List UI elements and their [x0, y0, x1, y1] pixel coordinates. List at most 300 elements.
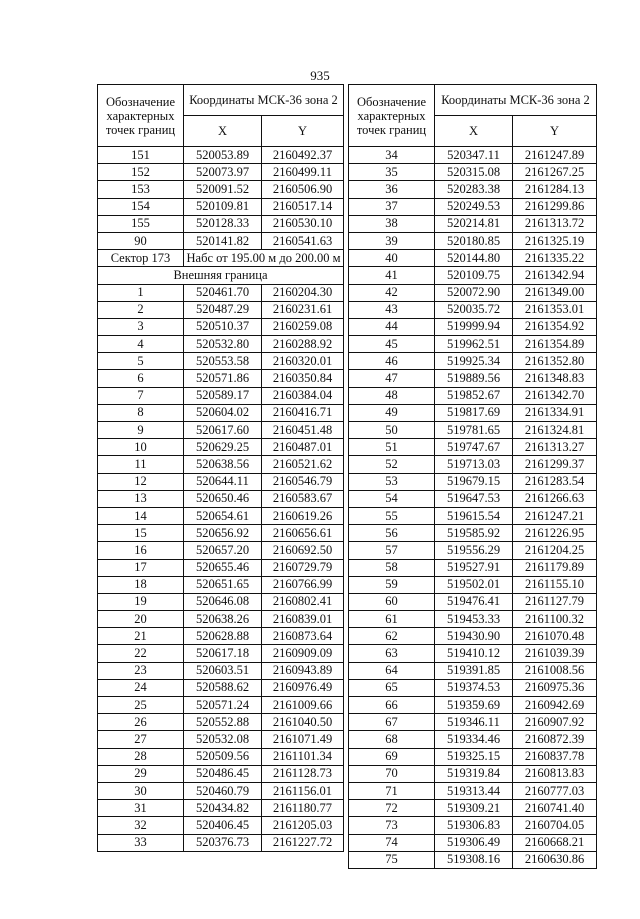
- y-coordinate-cell: 2161227.72: [262, 834, 344, 851]
- y-coordinate-cell: 2160872.39: [513, 731, 597, 748]
- table-row: [98, 404, 344, 421]
- y-coordinate-cell: 2161349.00: [513, 284, 597, 301]
- x-coordinate-cell: 520617.18: [184, 645, 262, 662]
- point-number-cell: 50: [349, 422, 435, 439]
- table-row: [98, 714, 344, 731]
- y-coordinate-cell: 2160692.50: [262, 542, 344, 559]
- x-coordinate-cell: 520589.17: [184, 387, 262, 404]
- x-coordinate-cell: 520638.26: [184, 611, 262, 628]
- y-coordinate-cell: 2160813.83: [513, 765, 597, 782]
- point-number-cell: 57: [349, 542, 435, 559]
- point-number-cell: 15: [98, 525, 184, 542]
- point-number-cell: 7: [98, 387, 184, 404]
- sector-label: Сектор 173: [98, 250, 184, 267]
- point-number-cell: 69: [349, 748, 435, 765]
- point-number-cell: 152: [98, 164, 184, 181]
- table-row: [98, 834, 344, 851]
- point-number-cell: 61: [349, 611, 435, 628]
- y-coordinate-cell: 2161283.54: [513, 473, 597, 490]
- y-coordinate-cell: 2161071.49: [262, 731, 344, 748]
- x-coordinate-cell: 519430.90: [435, 628, 513, 645]
- y-coordinate-cell: 2161342.70: [513, 387, 597, 404]
- y-coordinate-cell: 2160506.90: [262, 181, 344, 198]
- table-row: [98, 697, 344, 714]
- x-coordinate-cell: 520617.60: [184, 422, 262, 439]
- y-coordinate-cell: 2161354.92: [513, 318, 597, 335]
- point-number-cell: 22: [98, 645, 184, 662]
- y-coordinate-cell: 2160487.01: [262, 439, 344, 456]
- table-row: [98, 559, 344, 576]
- y-coordinate-cell: 2161101.34: [262, 748, 344, 765]
- point-number-cell: 48: [349, 387, 435, 404]
- x-coordinate-cell: 520657.20: [184, 542, 262, 559]
- point-number-cell: 11: [98, 456, 184, 473]
- page-number: 935: [310, 68, 330, 83]
- x-coordinate-cell: 519817.69: [435, 404, 513, 421]
- point-number-cell: 4: [98, 336, 184, 353]
- coords-header: Координаты МСК-36 зона 2: [184, 85, 344, 116]
- y-coordinate-cell: 2160521.62: [262, 456, 344, 473]
- x-coordinate-cell: 519502.01: [435, 576, 513, 593]
- x-coordinate-cell: 520654.61: [184, 507, 262, 524]
- table-row: [98, 576, 344, 593]
- x-coordinate-cell: 520553.58: [184, 353, 262, 370]
- point-number-cell: 12: [98, 473, 184, 490]
- x-header: X: [184, 116, 262, 147]
- point-number-cell: 2: [98, 301, 184, 318]
- y-coordinate-cell: 2160231.61: [262, 301, 344, 318]
- point-number-cell: 68: [349, 731, 435, 748]
- y-coordinate-cell: 2161204.25: [513, 542, 597, 559]
- x-coordinate-cell: 519334.46: [435, 731, 513, 748]
- x-coordinate-cell: 519308.16: [435, 851, 513, 868]
- table-row: [349, 628, 597, 645]
- sector-height-note: Набс от 195.00 м до 200.00 м: [184, 250, 344, 267]
- point-number-cell: 70: [349, 765, 435, 782]
- y-coordinate-cell: 2161267.25: [513, 164, 597, 181]
- y-coordinate-cell: 2160416.71: [262, 404, 344, 421]
- y-coordinate-cell: 2160530.10: [262, 215, 344, 232]
- table-row: [349, 267, 597, 284]
- table-row: [349, 507, 597, 524]
- x-coordinate-cell: 519556.29: [435, 542, 513, 559]
- x-coordinate-cell: 520434.82: [184, 800, 262, 817]
- x-coordinate-cell: 520460.79: [184, 782, 262, 799]
- table-row: [98, 336, 344, 353]
- point-number-cell: 17: [98, 559, 184, 576]
- x-coordinate-cell: 520128.33: [184, 215, 262, 232]
- table-row: [98, 542, 344, 559]
- sector-section: [98, 250, 344, 284]
- point-number-cell: 45: [349, 336, 435, 353]
- x-coordinate-cell: 519306.83: [435, 817, 513, 834]
- table-row: [349, 645, 597, 662]
- y-coordinate-cell: 2161324.81: [513, 422, 597, 439]
- table-row: [349, 284, 597, 301]
- x-coordinate-cell: 520644.11: [184, 473, 262, 490]
- point-number-cell: 8: [98, 404, 184, 421]
- y-coordinate-cell: 2161156.01: [262, 782, 344, 799]
- point-number-cell: 66: [349, 697, 435, 714]
- x-coordinate-cell: 519374.53: [435, 679, 513, 696]
- x-coordinate-cell: 520651.65: [184, 576, 262, 593]
- point-number-cell: 62: [349, 628, 435, 645]
- y-coordinate-cell: 2161179.89: [513, 559, 597, 576]
- x-coordinate-cell: 519747.67: [435, 439, 513, 456]
- x-coordinate-cell: 519306.49: [435, 834, 513, 851]
- point-number-cell: 51: [349, 439, 435, 456]
- y-coordinate-cell: 2161205.03: [262, 817, 344, 834]
- x-coordinate-cell: 519410.12: [435, 645, 513, 662]
- point-number-cell: 10: [98, 439, 184, 456]
- table-row: [98, 301, 344, 318]
- point-number-cell: 44: [349, 318, 435, 335]
- point-number-cell: 46: [349, 353, 435, 370]
- point-number-cell: 26: [98, 714, 184, 731]
- point-number-cell: 5: [98, 353, 184, 370]
- x-coordinate-cell: 520510.37: [184, 318, 262, 335]
- y-coordinate-cell: 2160942.69: [513, 697, 597, 714]
- table-row: [98, 782, 344, 799]
- point-number-cell: 42: [349, 284, 435, 301]
- y-coordinate-cell: 2160729.79: [262, 559, 344, 576]
- y-coordinate-cell: 2160320.01: [262, 353, 344, 370]
- point-number-cell: 16: [98, 542, 184, 559]
- x-coordinate-cell: 520646.08: [184, 593, 262, 610]
- y-coordinate-cell: 2161353.01: [513, 301, 597, 318]
- table-row: [349, 181, 597, 198]
- y-coordinate-cell: 2160204.30: [262, 284, 344, 301]
- table-row: [98, 422, 344, 439]
- y-coordinate-cell: 2161334.91: [513, 404, 597, 421]
- point-number-cell: 34: [349, 147, 435, 164]
- point-number-cell: 21: [98, 628, 184, 645]
- y-coordinate-cell: 2160766.99: [262, 576, 344, 593]
- table-row: [98, 611, 344, 628]
- y-coordinate-cell: 2161342.94: [513, 267, 597, 284]
- point-number-cell: 155: [98, 215, 184, 232]
- point-number-cell: 54: [349, 490, 435, 507]
- x-coordinate-cell: 520588.62: [184, 679, 262, 696]
- point-number-cell: 55: [349, 507, 435, 524]
- table-row: [98, 628, 344, 645]
- table-row: [349, 542, 597, 559]
- point-number-cell: 53: [349, 473, 435, 490]
- right-rows: [349, 147, 597, 869]
- table-row: [98, 147, 344, 164]
- table-row: [98, 473, 344, 490]
- x-coordinate-cell: 520638.56: [184, 456, 262, 473]
- point-number-cell: 25: [98, 697, 184, 714]
- x-coordinate-cell: 520406.45: [184, 817, 262, 834]
- point-number-cell: 33: [98, 834, 184, 851]
- table-row: [349, 593, 597, 610]
- table-row: [349, 611, 597, 628]
- x-coordinate-cell: 519889.56: [435, 370, 513, 387]
- y-coordinate-cell: 2160583.67: [262, 490, 344, 507]
- point-number-cell: 59: [349, 576, 435, 593]
- y-coordinate-cell: 2161155.10: [513, 576, 597, 593]
- x-coordinate-cell: 520283.38: [435, 181, 513, 198]
- point-number-cell: 38: [349, 215, 435, 232]
- y-coordinate-cell: 2161226.95: [513, 525, 597, 542]
- table-row: [98, 490, 344, 507]
- x-coordinate-cell: 519346.11: [435, 714, 513, 731]
- table-row: [98, 731, 344, 748]
- point-label-header: Обозначение характерных точек границ: [98, 85, 184, 147]
- point-number-cell: 14: [98, 507, 184, 524]
- point-number-cell: 19: [98, 593, 184, 610]
- table-row: [349, 851, 597, 868]
- y-coordinate-cell: 2161127.79: [513, 593, 597, 610]
- table-row: [349, 232, 597, 249]
- table-row: [349, 800, 597, 817]
- y-coordinate-cell: 2160873.64: [262, 628, 344, 645]
- table-row: [98, 215, 344, 232]
- y-coordinate-cell: 2160976.49: [262, 679, 344, 696]
- table-row: [349, 301, 597, 318]
- point-number-cell: 36: [349, 181, 435, 198]
- x-coordinate-cell: 519852.67: [435, 387, 513, 404]
- x-coordinate-cell: 520073.97: [184, 164, 262, 181]
- point-number-cell: 18: [98, 576, 184, 593]
- x-coordinate-cell: 519962.51: [435, 336, 513, 353]
- point-number-cell: 32: [98, 817, 184, 834]
- y-coordinate-cell: 2161313.72: [513, 215, 597, 232]
- table-row: [349, 679, 597, 696]
- x-coordinate-cell: 520628.88: [184, 628, 262, 645]
- y-coordinate-cell: 2161335.22: [513, 250, 597, 267]
- x-coordinate-cell: 520571.86: [184, 370, 262, 387]
- y-coordinate-cell: 2161128.73: [262, 765, 344, 782]
- point-number-cell: 52: [349, 456, 435, 473]
- point-number-cell: 65: [349, 679, 435, 696]
- table-row: [98, 525, 344, 542]
- x-coordinate-cell: 520650.46: [184, 490, 262, 507]
- point-number-cell: 90: [98, 232, 184, 249]
- y-coordinate-cell: 2160909.09: [262, 645, 344, 662]
- x-coordinate-cell: 520461.70: [184, 284, 262, 301]
- point-number-cell: 71: [349, 782, 435, 799]
- point-number-cell: 63: [349, 645, 435, 662]
- x-coordinate-cell: 520035.72: [435, 301, 513, 318]
- table-row: [98, 679, 344, 696]
- x-coordinate-cell: 519453.33: [435, 611, 513, 628]
- x-coordinate-cell: 520109.81: [184, 198, 262, 215]
- y-coordinate-cell: 2161100.32: [513, 611, 597, 628]
- y-coordinate-cell: 2160839.01: [262, 611, 344, 628]
- x-coordinate-cell: 520655.46: [184, 559, 262, 576]
- x-coordinate-cell: 520214.81: [435, 215, 513, 232]
- x-coordinate-cell: 519476.41: [435, 593, 513, 610]
- point-number-cell: 56: [349, 525, 435, 542]
- x-coordinate-cell: 519647.53: [435, 490, 513, 507]
- y-coordinate-cell: 2161008.56: [513, 662, 597, 679]
- point-number-cell: 24: [98, 679, 184, 696]
- outer-boundary-label: Внешняя граница: [98, 267, 344, 284]
- table-row: [98, 353, 344, 370]
- table-row: [349, 164, 597, 181]
- coordinates-tables: [97, 84, 596, 867]
- y-coordinate-cell: 2160259.08: [262, 318, 344, 335]
- x-coordinate-cell: 520532.08: [184, 731, 262, 748]
- x-coordinate-cell: 520509.56: [184, 748, 262, 765]
- table-row: [98, 817, 344, 834]
- point-number-cell: 67: [349, 714, 435, 731]
- x-coordinate-cell: 520532.80: [184, 336, 262, 353]
- table-row: [98, 507, 344, 524]
- table-row: [349, 714, 597, 731]
- table-row: [349, 198, 597, 215]
- left-rows-b: [98, 284, 344, 851]
- point-number-cell: 35: [349, 164, 435, 181]
- point-number-cell: 27: [98, 731, 184, 748]
- point-number-cell: 40: [349, 250, 435, 267]
- table-row: [98, 645, 344, 662]
- table-row: [349, 387, 597, 404]
- y-coordinate-cell: 2161009.66: [262, 697, 344, 714]
- y-coordinate-cell: 2160517.14: [262, 198, 344, 215]
- table-row: [349, 782, 597, 799]
- y-coordinate-cell: 2160619.26: [262, 507, 344, 524]
- point-number-cell: 73: [349, 817, 435, 834]
- point-number-cell: 1: [98, 284, 184, 301]
- y-coordinate-cell: 2161313.27: [513, 439, 597, 456]
- y-coordinate-cell: 2160741.40: [513, 800, 597, 817]
- y-coordinate-cell: 2161354.89: [513, 336, 597, 353]
- y-coordinate-cell: 2161352.80: [513, 353, 597, 370]
- table-row: [349, 817, 597, 834]
- x-coordinate-cell: 520072.90: [435, 284, 513, 301]
- table-row: [349, 456, 597, 473]
- y-coordinate-cell: 2160499.11: [262, 164, 344, 181]
- x-coordinate-cell: 520603.51: [184, 662, 262, 679]
- y-coordinate-cell: 2160492.37: [262, 147, 344, 164]
- y-coordinate-cell: 2160546.79: [262, 473, 344, 490]
- point-number-cell: 72: [349, 800, 435, 817]
- point-number-cell: 60: [349, 593, 435, 610]
- table-row: [349, 525, 597, 542]
- y-coordinate-cell: 2160907.92: [513, 714, 597, 731]
- x-coordinate-cell: 519359.69: [435, 697, 513, 714]
- y-coordinate-cell: 2161247.21: [513, 507, 597, 524]
- point-number-cell: 13: [98, 490, 184, 507]
- y-coordinate-cell: 2161299.37: [513, 456, 597, 473]
- point-number-cell: 58: [349, 559, 435, 576]
- table-row: [98, 748, 344, 765]
- y-coordinate-cell: 2160288.92: [262, 336, 344, 353]
- x-coordinate-cell: 520487.29: [184, 301, 262, 318]
- point-number-cell: 37: [349, 198, 435, 215]
- x-coordinate-cell: 519319.84: [435, 765, 513, 782]
- x-coordinate-cell: 520141.82: [184, 232, 262, 249]
- x-coordinate-cell: 520053.89: [184, 147, 262, 164]
- x-coordinate-cell: 519325.15: [435, 748, 513, 765]
- table-row: [349, 490, 597, 507]
- y-coordinate-cell: 2160630.86: [513, 851, 597, 868]
- y-coordinate-cell: 2160704.05: [513, 817, 597, 834]
- x-coordinate-cell: 519679.15: [435, 473, 513, 490]
- x-coordinate-cell: 519309.21: [435, 800, 513, 817]
- point-number-cell: 151: [98, 147, 184, 164]
- y-coordinate-cell: 2161348.83: [513, 370, 597, 387]
- table-row: [349, 748, 597, 765]
- y-coordinate-cell: 2161180.77: [262, 800, 344, 817]
- table-row: [98, 318, 344, 335]
- table-row: [349, 559, 597, 576]
- x-coordinate-cell: 520571.24: [184, 697, 262, 714]
- point-number-cell: 47: [349, 370, 435, 387]
- y-coordinate-cell: 2160837.78: [513, 748, 597, 765]
- point-number-cell: 41: [349, 267, 435, 284]
- point-number-cell: 6: [98, 370, 184, 387]
- table-row: [98, 232, 344, 249]
- point-number-cell: 9: [98, 422, 184, 439]
- table-row: [349, 697, 597, 714]
- x-coordinate-cell: 520180.85: [435, 232, 513, 249]
- x-coordinate-cell: 519391.85: [435, 662, 513, 679]
- point-number-cell: 28: [98, 748, 184, 765]
- x-coordinate-cell: 520656.92: [184, 525, 262, 542]
- table-row: [98, 370, 344, 387]
- point-number-cell: 30: [98, 782, 184, 799]
- x-coordinate-cell: 519781.65: [435, 422, 513, 439]
- table-row: [98, 439, 344, 456]
- point-number-cell: 74: [349, 834, 435, 851]
- table-row: [98, 800, 344, 817]
- point-number-cell: 64: [349, 662, 435, 679]
- x-coordinate-cell: 520376.73: [184, 834, 262, 851]
- point-number-cell: 20: [98, 611, 184, 628]
- point-number-cell: 23: [98, 662, 184, 679]
- y-coordinate-cell: 2161040.50: [262, 714, 344, 731]
- point-number-cell: 153: [98, 181, 184, 198]
- table-row: [349, 834, 597, 851]
- table-row: [349, 336, 597, 353]
- y-coordinate-cell: 2160541.63: [262, 232, 344, 249]
- table-row: [349, 215, 597, 232]
- table-row: [349, 353, 597, 370]
- table-row: [349, 318, 597, 335]
- table-row: [98, 593, 344, 610]
- table-row: [98, 198, 344, 215]
- y-coordinate-cell: 2160975.36: [513, 679, 597, 696]
- x-coordinate-cell: 519313.44: [435, 782, 513, 799]
- left-rows-a: [98, 147, 344, 250]
- x-header: X: [435, 116, 513, 147]
- y-coordinate-cell: 2161299.86: [513, 198, 597, 215]
- table-row: [98, 164, 344, 181]
- y-coordinate-cell: 2161070.48: [513, 628, 597, 645]
- y-coordinate-cell: 2160384.04: [262, 387, 344, 404]
- x-coordinate-cell: 520144.80: [435, 250, 513, 267]
- y-coordinate-cell: 2160656.61: [262, 525, 344, 542]
- x-coordinate-cell: 519527.91: [435, 559, 513, 576]
- x-coordinate-cell: 519925.34: [435, 353, 513, 370]
- table-row: [349, 473, 597, 490]
- x-coordinate-cell: 520315.08: [435, 164, 513, 181]
- point-number-cell: 49: [349, 404, 435, 421]
- table-row: [349, 147, 597, 164]
- table-row: [349, 576, 597, 593]
- x-coordinate-cell: 519585.92: [435, 525, 513, 542]
- y-coordinate-cell: 2160668.21: [513, 834, 597, 851]
- x-coordinate-cell: 519713.03: [435, 456, 513, 473]
- table-row: [98, 765, 344, 782]
- y-coordinate-cell: 2160777.03: [513, 782, 597, 799]
- x-coordinate-cell: 520486.45: [184, 765, 262, 782]
- y-header: Y: [513, 116, 597, 147]
